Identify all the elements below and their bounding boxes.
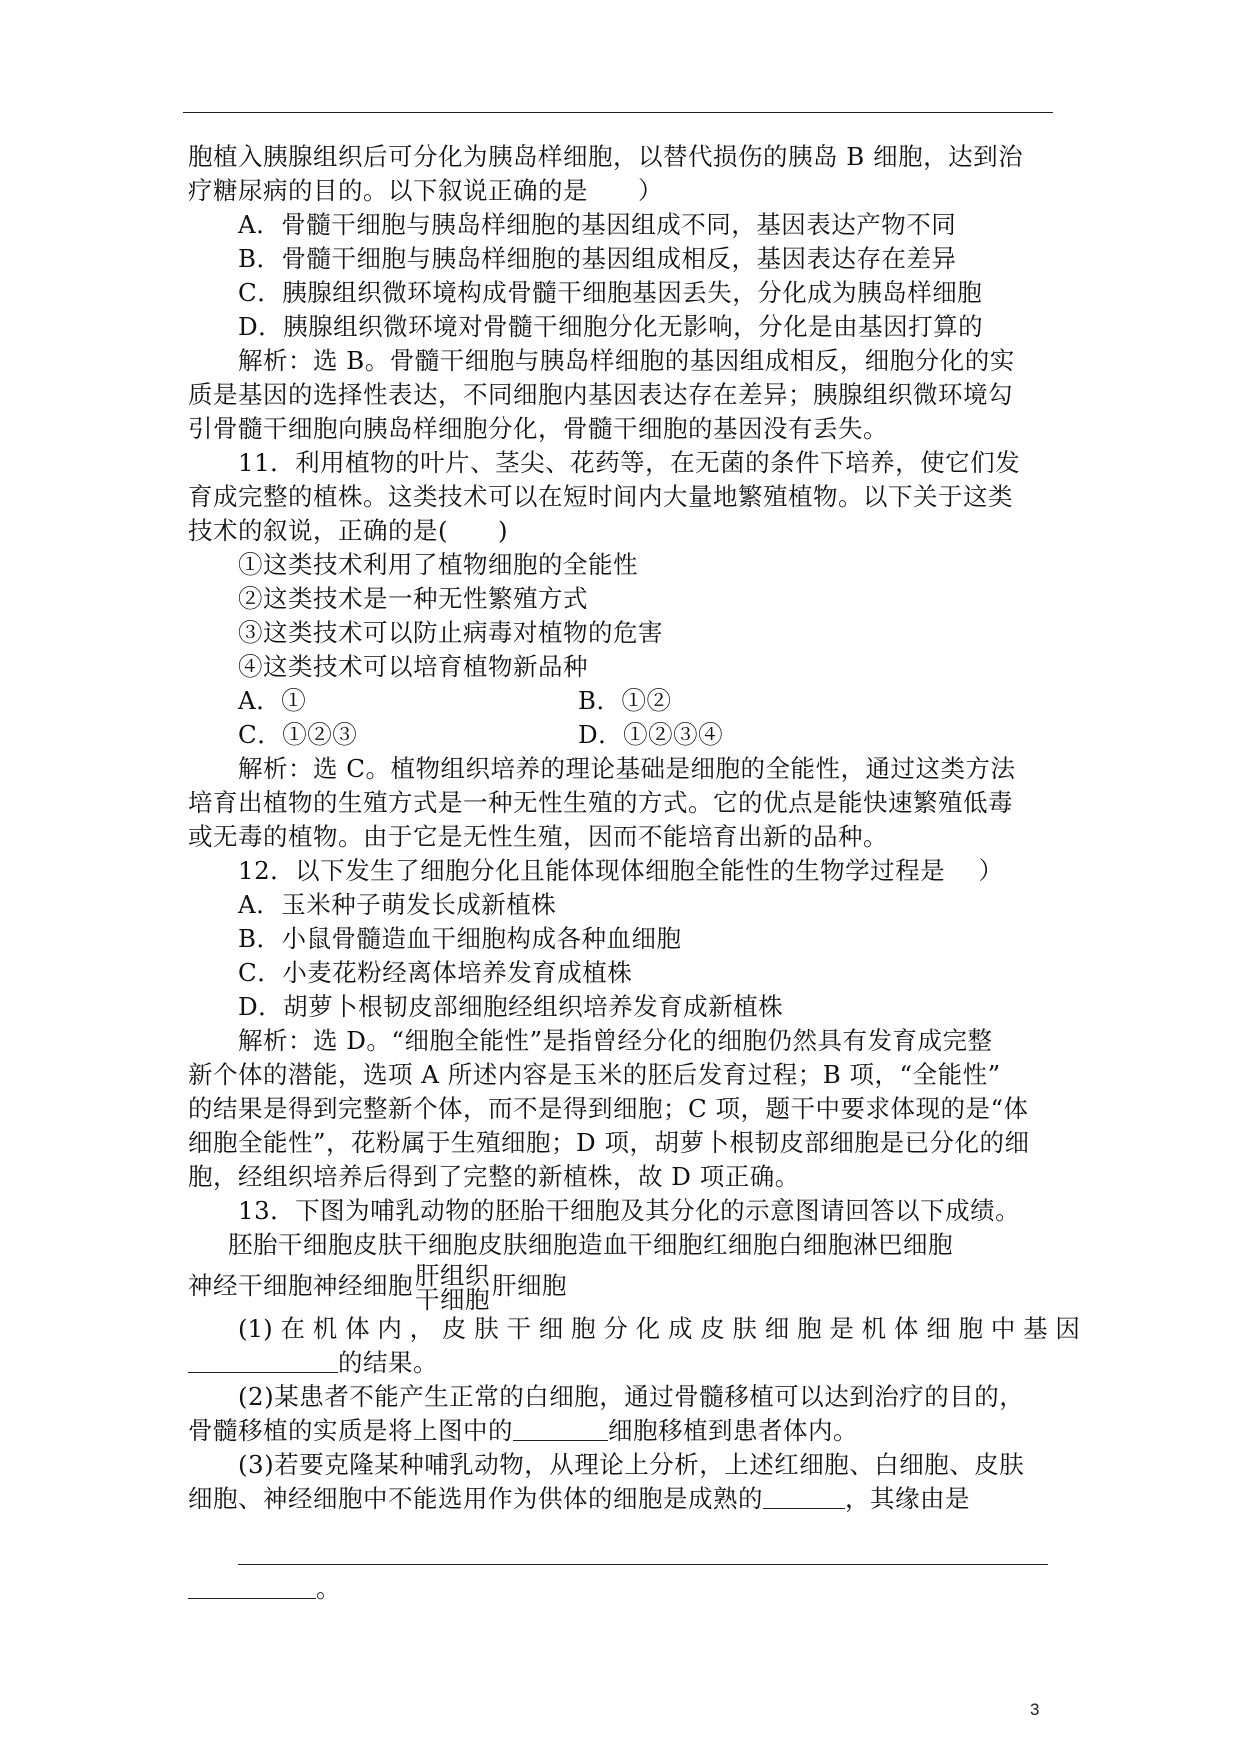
q11-item-2: ②这类技术是一种无性繁殖方式 <box>238 584 588 613</box>
diagram-cells-row1: 胚胎干细胞皮肤干细胞皮肤细胞造血干细胞红细胞白细胞淋巴细胞 <box>228 1230 953 1259</box>
q12-option-d: D．胡萝卜根韧皮部细胞经组织培养发育成新植株 <box>238 992 784 1021</box>
q13-sub3-line2 <box>188 1482 1053 1516</box>
q13-diagram-row1 <box>188 1228 1053 1262</box>
q11-answer-line2: 培育出植物的生殖方式是一种无性生殖的方式。它的优点是能快速繁殖低毒 <box>188 788 1013 817</box>
q10-answer-line2: 质是基因的选择性表达，不同细胞内基因表达存在差异；胰腺组织微环境勾 <box>188 380 1013 409</box>
q13-sub3-reason-line <box>188 1538 1053 1572</box>
q10-answer-line3: 引骨髓干细胞向胰岛样细胞分化，骨髓干细胞的基因没有丢失。 <box>188 414 888 443</box>
q13-sub3-tail: ，其缘由是 <box>845 1483 970 1513</box>
q13-sub1-line1: (1) 在 机 体 内 ， 皮 肤 干 细 胞 分 化 成 皮 肤 细 胞 是 机 体 细 胞 中 基 因 <box>238 1313 1080 1343</box>
q12-answer-line3: 的结果是得到完整新个体，而不是得到细胞；C 项，题干中要求体现的是“体 <box>188 1094 1029 1123</box>
diagram-liver-tissue: 肝组织 <box>415 1260 490 1290</box>
q10-answer-line1: 解析：选 B。骨髓干细胞与胰岛样细胞的基因组成相反，细胞分化的实 <box>238 346 1015 375</box>
q12-stem: 12．以下发生了细胞分化且能体现体细胞全能性的生物学过程是 ） <box>238 856 1004 885</box>
q13-sub1-tail: 的结果。 <box>338 1347 438 1377</box>
q12-answer-line4: 细胞全能性”，花粉属于生殖细胞；D 项，胡萝卜根韧皮部细胞是已分化的细 <box>188 1128 1030 1157</box>
q10-option-a: A．骨髓干细胞与胰岛样细胞的基因组成不同，基因表达产物不同 <box>238 210 957 239</box>
q12-answer-line5: 胞，经组织培养后得到了完整的新植株，故 D 项正确。 <box>188 1162 800 1191</box>
diagram-liver-stem-cell-stack <box>415 1260 490 1314</box>
q11-option-d: D．①②③④ <box>578 720 724 749</box>
q11-options-row2 <box>188 718 1053 752</box>
q11-stem-line3: 技术的叙说，正确的是( ) <box>188 516 509 545</box>
q13-sub2-tail: 细胞移植到患者体内。 <box>608 1415 858 1445</box>
q13-sub3-blank-cell[interactable] <box>763 1484 845 1509</box>
diagram-neural-cells: 神经干细胞神经细胞 <box>188 1271 413 1300</box>
q11-option-b: B．①② <box>578 686 672 715</box>
q13-sub2-head: 骨髓移植的实质是将上图中的 <box>188 1415 513 1445</box>
q13-sub2-line2 <box>188 1414 1053 1448</box>
q12-option-a: A．玉米种子萌发长成新植株 <box>238 890 557 919</box>
q11-item-1: ①这类技术利用了植物细胞的全能性 <box>238 550 638 579</box>
q13-sub3-blank-reason[interactable] <box>238 1540 1048 1565</box>
q13-sub3-reason-end <box>188 1572 1053 1606</box>
q13-sub3-line1: (3)若要克隆某种哺乳动物，从理论上分析，上述红细胞、白细胞、皮肤 <box>238 1449 1025 1479</box>
q13-sub1-blank[interactable] <box>188 1348 338 1373</box>
diagram-liver-cell: 肝细胞 <box>492 1271 567 1300</box>
q11-options-row1 <box>188 684 1053 718</box>
q13-sub1-line2 <box>188 1346 1053 1380</box>
q10-option-c: C．胰腺组织微环境构成骨髓干细胞基因丢失，分化成为胰岛样细胞 <box>238 278 983 307</box>
q11-answer-line1: 解析：选 C。植物组织培养的理论基础是细胞的全能性，通过这类方法 <box>238 754 1016 783</box>
q11-item-4: ④这类技术可以培育植物新品种 <box>238 652 588 681</box>
q12-answer-line1: 解析：选 D。“细胞全能性”是指曾经分化的细胞仍然具有发育成完整 <box>238 1026 993 1055</box>
diagram-stem-cell: 干细胞 <box>415 1284 490 1314</box>
q13-sub3-period: 。 <box>316 1573 341 1603</box>
q11-option-c: C．①②③ <box>238 720 358 749</box>
q12-option-b: B．小鼠骨髓造血干细胞构成各种血细胞 <box>238 924 682 953</box>
q10-stem-line1: 胞植入胰腺组织后可分化为胰岛样细胞，以替代损伤的胰岛 B 细胞，达到治 <box>188 142 1024 171</box>
q12-answer-line2: 新个体的潜能，选项 A 所述内容是玉米的胚后发育过程；B 项，“全能性” <box>188 1060 1001 1089</box>
q11-option-a: A．① <box>238 686 307 715</box>
q10-option-d: D．胰腺组织微环境对骨髓干细胞分化无影响，分化是由基因打算的 <box>238 312 984 341</box>
q13-sub2-line1: (2)某患者不能产生正常的白细胞，通过骨髓移植可以达到治疗的目的， <box>238 1381 1025 1411</box>
q11-answer-line3: 或无毒的植物。由于它是无性生殖，因而不能培育出新的品种。 <box>188 822 888 851</box>
q13-sub3-blank-reason-end[interactable] <box>188 1574 316 1599</box>
q13-sub3-head: 细胞、神经细胞中不能选用作为供体的细胞是成熟的 <box>188 1483 763 1513</box>
q11-stem-line1: 11．利用植物的叶片、茎尖、花药等，在无菌的条件下培养，使它们发 <box>238 448 1021 477</box>
q13-sub2-blank[interactable] <box>513 1416 608 1441</box>
header-rule <box>183 112 1053 113</box>
q10-option-b: B．骨髓干细胞与胰岛样细胞的基因组成相反，基因表达存在差异 <box>238 244 957 273</box>
q12-option-c: C．小麦花粉经离体培养发育成植株 <box>238 958 633 987</box>
document-body <box>188 140 1080 1606</box>
q10-stem-line2: 疗糖尿病的目的。以下叙说正确的是 ） <box>188 176 663 205</box>
q13-diagram-row2 <box>188 1262 1053 1312</box>
q13-stem: 13．下图为哺乳动物的胚胎干细胞及其分化的示意图请回答以下成绩。 <box>238 1196 1021 1225</box>
q11-stem-line2: 育成完整的植株。这类技术可以在短时间内大量地繁殖植物。以下关于这类 <box>188 482 1013 511</box>
page-number: 3 <box>1030 1700 1040 1719</box>
q11-item-3: ③这类技术可以防止病毒对植物的危害 <box>238 618 663 647</box>
